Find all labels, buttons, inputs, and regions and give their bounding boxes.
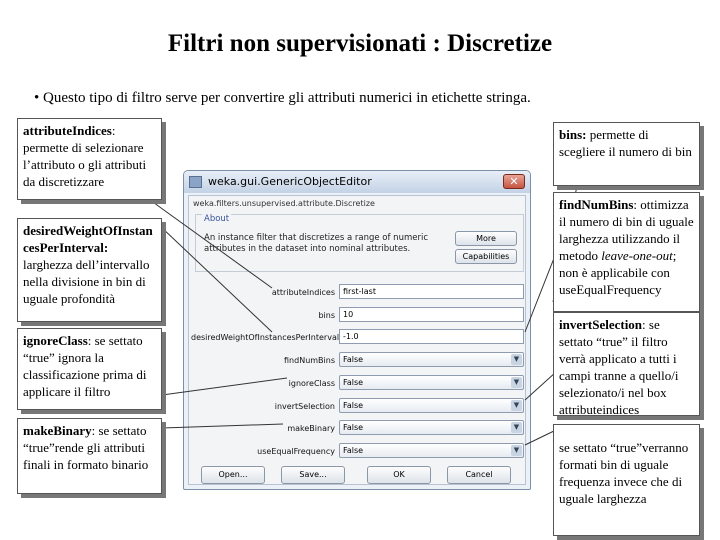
note-useequalfrequency xyxy=(553,424,700,536)
line-invertselection xyxy=(525,372,556,400)
param-label-attributeindices: attributeIndices xyxy=(271,288,335,297)
note-desiredweight xyxy=(17,218,162,322)
line-useequalfrequency xyxy=(525,430,556,445)
note-italic: leave-one-out xyxy=(601,248,673,263)
note-text: : se settato “true”rende gli attributi finali in formato binario xyxy=(23,423,149,472)
chevron-down-icon[interactable]: ▼ xyxy=(511,422,522,433)
chevron-down-icon[interactable]: ▼ xyxy=(511,445,522,456)
param-label-invertselection: invertSelection xyxy=(274,402,335,411)
param-label-makebinary: makeBinary xyxy=(287,424,335,433)
capabilities-button[interactable]: Capabilities xyxy=(455,249,517,264)
slide-title: Filtri non supervisionati : Discretize xyxy=(167,30,553,57)
chevron-down-icon[interactable]: ▼ xyxy=(511,377,522,388)
desiredweight-field[interactable]: -1.0 xyxy=(339,329,524,344)
window-title: weka.gui.GenericObjectEditor xyxy=(208,175,372,188)
cancel-button[interactable]: Cancel xyxy=(447,466,511,484)
bins-field[interactable]: 10 xyxy=(339,307,524,322)
param-label-useequalfrequency: useEqualFrequency xyxy=(257,447,335,456)
chevron-down-icon[interactable]: ▼ xyxy=(511,354,522,365)
note-text-2: ; non è applicabile con useEqualFrequency xyxy=(559,248,677,297)
note-text: permette di scegliere il numero di bin xyxy=(559,127,692,159)
param-label-ignoreclass: ignoreClass xyxy=(288,379,335,388)
note-term: ignoreClass xyxy=(23,333,88,348)
attributeindices-field[interactable]: first-last xyxy=(339,284,524,299)
note-text: : se settato “true” ignora la classificazione prima di applicare il filtro xyxy=(23,333,147,399)
close-button[interactable]: ✕ xyxy=(503,174,525,189)
note-text: : ottimizza il numero di bin di uguale larghezza utilizzando il metodo xyxy=(559,197,694,263)
ignoreclass-value: False xyxy=(343,378,364,387)
param-label-findnumbins: findNumBins xyxy=(284,356,335,365)
line-desiredweight xyxy=(160,226,272,332)
note-term: invertSelection xyxy=(559,317,643,332)
note-term: bins: xyxy=(559,127,587,142)
more-button[interactable]: More xyxy=(455,231,517,246)
findnumbins-value: False xyxy=(343,355,364,364)
param-label-desiredweight: desiredWeightOfInstancesPerInterval xyxy=(191,333,340,342)
note-bins xyxy=(553,122,700,186)
note-term: desiredWeightOfInstancesPerInterval: xyxy=(23,223,153,255)
open-button[interactable]: Open... xyxy=(201,466,265,484)
note-term: makeBinary xyxy=(23,423,92,438)
note-ignoreclass xyxy=(17,328,162,410)
note-text: : permette di selezionare l’attributo o gli attributi da discretizzare xyxy=(23,123,147,189)
note-text: larghezza dell’intervallo nella divisione in bin di uguale profondità xyxy=(23,257,150,306)
about-text: An instance filter that discretizes a range of numeric attributes in the dataset into nominal attributes. xyxy=(204,233,429,254)
filter-name: weka.filters.unsupervised.attribute.Discretize xyxy=(193,199,375,208)
useequalfrequency-value: False xyxy=(343,446,364,455)
note-text: se settato “true”verranno formati bin di uguale frequenza invece che di uguale larghezza xyxy=(559,440,689,506)
about-label: About xyxy=(204,214,230,224)
slide-bullet: • Questo tipo di filtro serve per convertire gli attributi numerici in etichette stringa. xyxy=(34,90,531,106)
note-term: attributeIndices xyxy=(23,123,112,138)
param-label-bins: bins xyxy=(318,311,335,320)
line-ignoreclass xyxy=(162,378,287,395)
note-makebinary xyxy=(17,418,162,494)
note-invertselection xyxy=(553,312,700,416)
ok-button[interactable]: OK xyxy=(367,466,431,484)
makebinary-value: False xyxy=(343,423,364,432)
line-makebinary xyxy=(162,424,283,428)
note-text: : se settato “true” il filtro verrà applicato a tutti i campi tranne a quello/i selezionato/i nel box attributeindices xyxy=(559,317,679,417)
save-button[interactable]: Save... xyxy=(281,466,345,484)
note-attributeindices xyxy=(17,118,162,200)
note-term: findNumBins xyxy=(559,197,634,212)
invertselection-value: False xyxy=(343,401,364,410)
chevron-down-icon[interactable]: ▼ xyxy=(511,400,522,411)
note-findnumbins xyxy=(553,192,700,312)
